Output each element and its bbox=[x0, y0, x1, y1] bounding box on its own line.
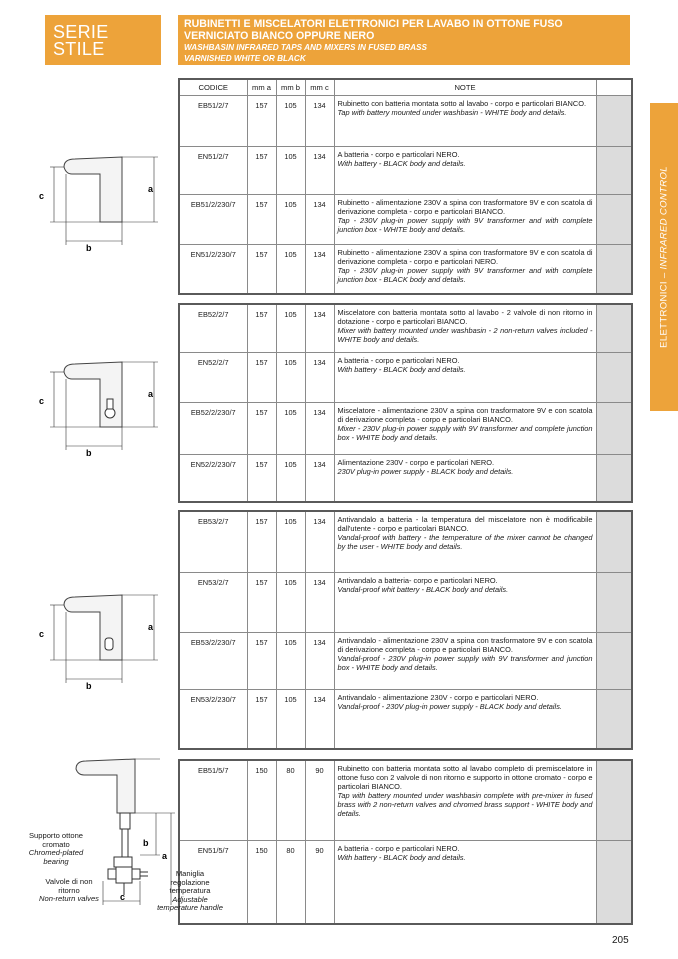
row-check-cell bbox=[596, 304, 632, 352]
dim-label-c: c bbox=[120, 892, 126, 902]
table-row bbox=[179, 454, 632, 502]
series-label-line1: SERIE bbox=[53, 22, 109, 42]
row-note bbox=[334, 194, 596, 244]
dim-label-a: a bbox=[148, 622, 154, 632]
callout-valves-it: Valvole di non ritorno bbox=[45, 877, 93, 895]
row-a: 157 bbox=[247, 454, 276, 502]
dim-label-c: c bbox=[39, 191, 45, 201]
row-b: 105 bbox=[276, 572, 305, 632]
side-tab-it: ELETTRONICI bbox=[658, 281, 670, 348]
side-tab-en: INFRARED CONTROL bbox=[658, 166, 670, 270]
tap-drawing-2 bbox=[30, 355, 170, 460]
note-en: Vandal-proof - 230V plug-in power supply with 9V transformer and junction box - WHITE body and details. bbox=[337, 653, 593, 672]
row-check-cell bbox=[596, 632, 632, 689]
row-code: EB51/5/7 bbox=[179, 760, 247, 840]
note-en: Mixer - 230V plug-in power supply with 9V transformer and complete junction box - WHITE body and details. bbox=[337, 423, 593, 442]
row-code: EN53/2/230/7 bbox=[179, 689, 247, 749]
row-a: 157 bbox=[247, 95, 276, 146]
row-check-cell bbox=[596, 572, 632, 632]
note-en: Vandal-proof whit battery - BLACK body and details. bbox=[337, 584, 509, 594]
table-row bbox=[179, 244, 632, 294]
row-c: 134 bbox=[305, 454, 334, 502]
row-note bbox=[334, 632, 596, 689]
tap-drawing-3 bbox=[30, 588, 170, 693]
callout-valves bbox=[38, 878, 100, 904]
row-c: 134 bbox=[305, 95, 334, 146]
table-row bbox=[179, 511, 632, 572]
product-table-1 bbox=[178, 78, 633, 295]
row-code: EB53/2/7 bbox=[179, 511, 247, 572]
note-en: With battery - BLACK body and details. bbox=[337, 852, 466, 862]
row-a: 157 bbox=[247, 146, 276, 194]
row-check-cell bbox=[596, 840, 632, 924]
callout-support-en: Chromed-plated bearing bbox=[28, 848, 84, 866]
table-row bbox=[179, 194, 632, 244]
row-b: 105 bbox=[276, 194, 305, 244]
header-title-en-2: VARNISHED WHITE OR BLACK bbox=[184, 54, 306, 63]
row-check-cell bbox=[596, 402, 632, 454]
row-code: EB52/2/7 bbox=[179, 304, 247, 352]
row-code: EN52/2/230/7 bbox=[179, 454, 247, 502]
row-c: 90 bbox=[305, 840, 334, 924]
note-it: Antivandalo - alimentazione 230V - corpo e particolari NERO. bbox=[337, 692, 539, 702]
product-table-4 bbox=[178, 759, 633, 925]
table-row bbox=[179, 572, 632, 632]
row-code: EN51/2/230/7 bbox=[179, 244, 247, 294]
row-check-cell bbox=[596, 194, 632, 244]
row-check-cell bbox=[596, 95, 632, 146]
row-check-cell bbox=[596, 511, 632, 572]
row-a: 157 bbox=[247, 632, 276, 689]
table-row bbox=[179, 632, 632, 689]
callout-support bbox=[18, 832, 94, 866]
row-note bbox=[334, 689, 596, 749]
row-b: 105 bbox=[276, 244, 305, 294]
row-note bbox=[334, 304, 596, 352]
row-a: 157 bbox=[247, 244, 276, 294]
dim-label-a: a bbox=[148, 389, 154, 399]
note-en: Mixer with battery mounted under washbasin - 2 non-return valves included - WHITE body and details. bbox=[337, 326, 593, 344]
row-c: 134 bbox=[305, 304, 334, 352]
callout-handle bbox=[156, 870, 224, 913]
row-b: 105 bbox=[276, 689, 305, 749]
series-label-line2: STILE bbox=[53, 39, 105, 59]
row-c: 134 bbox=[305, 352, 334, 402]
row-note bbox=[334, 146, 596, 194]
row-note bbox=[334, 352, 596, 402]
note-it: Rubinetto - alimentazione 230V a spina con trasformatore 9V e con scatola di derivazione completa - corpo e particolari NERO. bbox=[337, 247, 593, 266]
note-it: A batteria - corpo e particolari NERO. bbox=[337, 843, 460, 853]
row-check-cell bbox=[596, 244, 632, 294]
row-a: 157 bbox=[247, 572, 276, 632]
row-a: 157 bbox=[247, 689, 276, 749]
series-label bbox=[45, 15, 161, 65]
row-b: 80 bbox=[276, 760, 305, 840]
table-header-row bbox=[179, 79, 632, 95]
table-row bbox=[179, 689, 632, 749]
col-header-empty bbox=[596, 79, 632, 95]
row-c: 134 bbox=[305, 402, 334, 454]
note-it: A batteria - corpo e particolari NERO. bbox=[337, 355, 460, 365]
callout-handle-it: Maniglia regolazione temperatura bbox=[169, 869, 211, 896]
row-code: EN51/5/7 bbox=[179, 840, 247, 924]
row-a: 150 bbox=[247, 760, 276, 840]
row-code: EN53/2/7 bbox=[179, 572, 247, 632]
row-c: 134 bbox=[305, 572, 334, 632]
dim-label-a: a bbox=[162, 851, 168, 861]
product-table-3 bbox=[178, 510, 633, 750]
row-code: EB51/2/230/7 bbox=[179, 194, 247, 244]
note-en: Tap - 230V plug-in power supply with 9V transformer and with complete junction box - WHITE body and details. bbox=[337, 215, 593, 234]
note-it: Rubinetto con batteria montata sotto al lavabo - corpo e particolari BIANCO. bbox=[337, 98, 587, 108]
table-row bbox=[179, 146, 632, 194]
note-it: Miscelatore - alimentazione 230V a spina con trasformatore 9V e con scatola di derivazione completa - corpo e particolari BIANCO. bbox=[337, 405, 593, 424]
row-check-cell bbox=[596, 760, 632, 840]
note-it: Miscelatore con batteria montata sotto al lavabo - 2 valvole di non ritorno in dotazione - corpo e particolari BIANCO. bbox=[337, 308, 593, 326]
dim-label-c: c bbox=[39, 629, 45, 639]
row-a: 157 bbox=[247, 352, 276, 402]
col-header-code: CODICE bbox=[179, 79, 247, 95]
dim-label-b: b bbox=[143, 838, 149, 848]
table-row bbox=[179, 840, 632, 924]
row-check-cell bbox=[596, 454, 632, 502]
callout-valves-en: Non-return valves bbox=[39, 894, 99, 904]
row-note bbox=[334, 402, 596, 454]
row-code: EN52/2/7 bbox=[179, 352, 247, 402]
table-row bbox=[179, 402, 632, 454]
row-note bbox=[334, 244, 596, 294]
callout-support-it: Supporto ottone cromato bbox=[28, 831, 84, 849]
row-c: 134 bbox=[305, 632, 334, 689]
note-en: 230V plug-in power supply - BLACK body and details. bbox=[337, 466, 514, 476]
note-it: A batteria - corpo e particolari NERO. bbox=[337, 149, 460, 159]
dim-label-b: b bbox=[86, 448, 92, 458]
table-row bbox=[179, 760, 632, 840]
note-en: With battery - BLACK body and details. bbox=[337, 364, 466, 374]
row-check-cell bbox=[596, 146, 632, 194]
table-row bbox=[179, 352, 632, 402]
row-note bbox=[334, 95, 596, 146]
row-note bbox=[334, 572, 596, 632]
page-header bbox=[178, 15, 630, 65]
dim-label-b: b bbox=[86, 681, 92, 691]
product-table-2 bbox=[178, 303, 633, 503]
row-c: 134 bbox=[305, 146, 334, 194]
row-check-cell bbox=[596, 689, 632, 749]
row-c: 134 bbox=[305, 194, 334, 244]
note-it: Rubinetto - alimentazione 230V a spina con trasformatore 9V e con scatola di derivazione completa - corpo e particolari BIANCO. bbox=[337, 197, 593, 216]
row-b: 105 bbox=[276, 632, 305, 689]
row-c: 134 bbox=[305, 511, 334, 572]
row-b: 105 bbox=[276, 402, 305, 454]
col-header-b: mm b bbox=[276, 79, 305, 95]
note-en: Vandal-proof - 230V plug-in power supply - BLACK body and details. bbox=[337, 701, 562, 711]
note-it: Rubinetto con batteria montata sotto al lavabo completo di premiscelatore in ottone fuso con 2 valvole di non ritorno e supporto in ottone cromato - corpo e particolari BIANCO. bbox=[337, 764, 593, 791]
dim-label-a: a bbox=[148, 184, 154, 194]
dim-label-b: b bbox=[86, 243, 92, 253]
row-note bbox=[334, 760, 596, 840]
note-en: Vandal-proof with battery - the temperature of the mixer cannot be changed by the user - WHITE body and details. bbox=[337, 533, 593, 551]
note-it: Antivandalo a batteria- corpo e particolari NERO. bbox=[337, 575, 498, 585]
row-a: 157 bbox=[247, 402, 276, 454]
row-c: 134 bbox=[305, 689, 334, 749]
row-c: 90 bbox=[305, 760, 334, 840]
tap-drawing-1 bbox=[30, 150, 170, 255]
header-title-it-1: RUBINETTI E MISCELATORI ELETTRONICI PER LAVABO IN OTTONE FUSO bbox=[184, 18, 563, 30]
note-en: Tap with battery mounted under washbasin - WHITE body and details. bbox=[337, 107, 567, 117]
row-code: EB52/2/230/7 bbox=[179, 402, 247, 454]
header-title-it-2: VERNICIATO BIANCO OPPURE NERO bbox=[184, 30, 375, 42]
table-row bbox=[179, 95, 632, 146]
row-b: 105 bbox=[276, 511, 305, 572]
row-a: 150 bbox=[247, 840, 276, 924]
note-it: Alimentazione 230V - corpo e particolari NERO. bbox=[337, 457, 495, 467]
note-it: Antivandalo - alimentazione 230V a spina con trasformatore 9V e con scatola di derivazione completa - corpo e particolari BIANCO. bbox=[337, 635, 593, 654]
table-row bbox=[179, 304, 632, 352]
side-category-tab bbox=[650, 103, 678, 411]
row-a: 157 bbox=[247, 511, 276, 572]
header-title-en-1: WASHBASIN INFRARED TAPS AND MIXERS IN FUSED BRASS bbox=[184, 43, 427, 52]
row-code: EN51/2/7 bbox=[179, 146, 247, 194]
col-header-c: mm c bbox=[305, 79, 334, 95]
row-b: 80 bbox=[276, 840, 305, 924]
note-en: With battery - BLACK body and details. bbox=[337, 158, 466, 168]
dim-label-c: c bbox=[39, 396, 45, 406]
row-note bbox=[334, 511, 596, 572]
row-code: EB51/2/7 bbox=[179, 95, 247, 146]
row-b: 105 bbox=[276, 146, 305, 194]
row-a: 157 bbox=[247, 304, 276, 352]
row-check-cell bbox=[596, 352, 632, 402]
callout-handle-en: Adjustable temperature handle bbox=[157, 894, 223, 913]
row-note bbox=[334, 840, 596, 924]
col-header-a: mm a bbox=[247, 79, 276, 95]
note-it: Antivandalo a batteria - la temperatura del miscelatore non è modificabile dall'utente - corpo e particolari BIANCO. bbox=[337, 515, 593, 533]
row-b: 105 bbox=[276, 352, 305, 402]
row-b: 105 bbox=[276, 304, 305, 352]
note-en: Tap - 230V plug-in power supply with 9V transformer and with complete junction box - BLACK body and details. bbox=[337, 265, 593, 284]
row-code: EB53/2/230/7 bbox=[179, 632, 247, 689]
row-b: 105 bbox=[276, 95, 305, 146]
row-b: 105 bbox=[276, 454, 305, 502]
page-number: 205 bbox=[612, 935, 629, 946]
col-header-note: NOTE bbox=[334, 79, 596, 95]
side-tab-sep: – bbox=[658, 269, 670, 282]
row-note bbox=[334, 454, 596, 502]
row-a: 157 bbox=[247, 194, 276, 244]
row-c: 134 bbox=[305, 244, 334, 294]
note-en: Tap with battery mounted under washbasin complete with pre-mixer in fused brass with 2 non-return valves and chromed brass support - WHITE body and details. bbox=[337, 791, 593, 818]
